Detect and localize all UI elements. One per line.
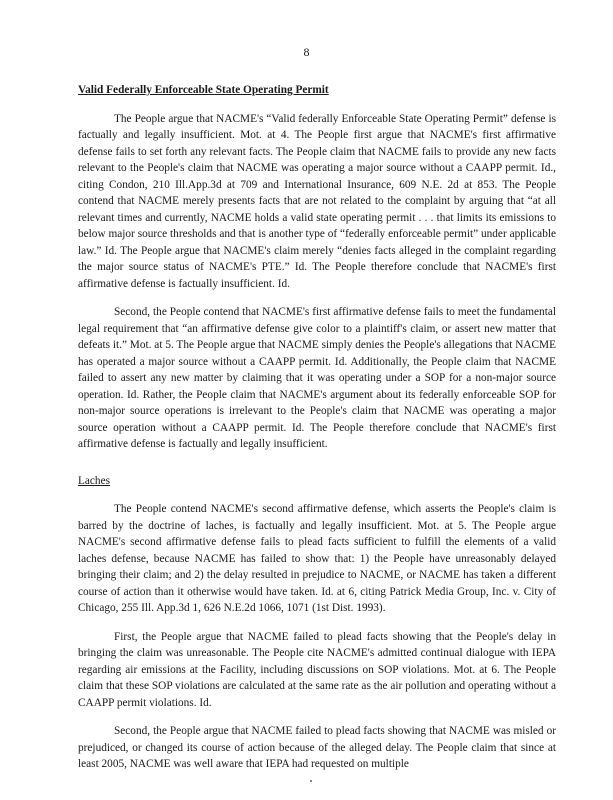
scan-speck — [310, 780, 312, 782]
page-number: 8 — [303, 45, 310, 59]
paragraph: Second, the People contend that NACME's first affirmative defense fails to meet the fundamental legal requirement that “an affirmative defense give color to a plaintiff's claim, or assert new matter that defeats it.” Mot. at 5. The People argue that NACME simply denies the People's allegations that NACME has operated a major source without a CAAPP permit. Id. Additionally, the People claim that NACME failed to assert any new matter by claiming that it was operating under a SOP for a non-major source operation. Id. Rather, the People claim that NACME's argument about its federally enforceable SOP for non-major source operations is irrelevant to the People's claim that NACME was operating a major source operation without a CAAPP permit. Id. The People therefore conclude that NACME's first affirmative defense is factually and legally insufficient. — [78, 306, 556, 450]
document-body — [78, 82, 556, 785]
paragraph: Second, the People argue that NACME failed to plead facts showing that NACME was misled or prejudiced, or changed its course of action because of the alleged delay. The People claim that since at least 2005, NACME was well aware that IEPA had requested on multiple — [78, 725, 556, 770]
paragraph: First, the People argue that NACME failed to plead facts showing that the People's delay in bringing the claim was unreasonable. The People cite NACME's admitted continual dialogue with IEPA regarding air emissions at the Facility, including discussions on SOP violations. Mot. at 6. The People claim that these SOP violations are calculated at the same rate as the air pollution and operating without a CAAPP permit violations. Id. — [78, 630, 556, 709]
section-heading-permit: Valid Federally Enforceable State Operating Permit — [78, 84, 329, 96]
paragraph: The People argue that NACME's “Valid federally Enforceable State Operating Permit” defense is factually and legally insufficient. Mot. at 4. The People first argue that NACME's first affirmative defense fails to set forth any relevant facts. The People claim that NACME fails to provide any new facts relevant to the People's claim that NACME was operating a major source without a CAAPP permit. Id., citing Condon, 210 Ill.App.3d at 709 and International Insurance, 609 N.E. 2d at 853. The People contend that NACME merely presents facts that are not related to the complaint by arguing that “at all relevant times and currently, NACME holds a valid state operating permit . . . that limits its emissions to below major source thresholds and that is another type of “federally enforceable permit” under applicable law.” Id. The People argue that NACME's claim merely “denies facts alleged in the complaint regarding the major source status of NACME's PTE.” Id. The People therefore conclude that NACME's first affirmative defense is factually insufficient. Id. — [78, 112, 556, 290]
paragraph: The People contend NACME's second affirmative defense, which asserts the People's claim is barred by the doctrine of laches, is factually and legally insufficient. Mot. at 5. The People argue NACME's second affirmative defense fails to plead facts sufficient to fulfill the elements of a valid laches defense, because NACME has failed to show that: 1) the People have unreasonably delayed bringing their claim; and 2) the delay resulted in prejudice to NACME, or NACME has taken a different course of action than it otherwise would have taken. Id. at 6, citing Patrick Media Group, Inc. v. City of Chicago, 255 Ill. App.3d 1, 626 N.E.2d 1066, 1071 (1st Dist. 1993). — [78, 503, 556, 614]
section-heading-laches: Laches — [78, 474, 110, 487]
